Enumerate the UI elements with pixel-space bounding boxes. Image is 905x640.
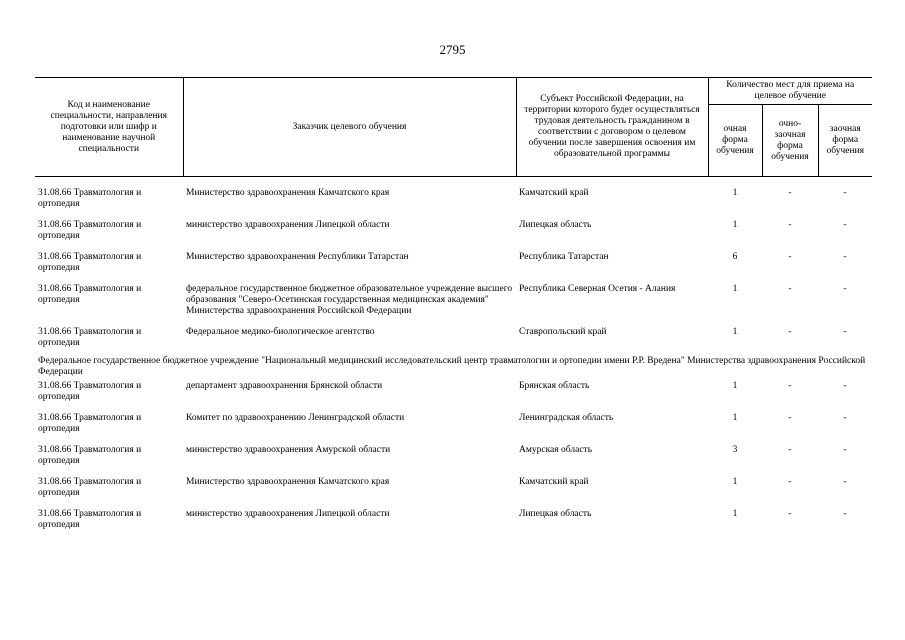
section-row [35, 356, 872, 378]
cell-code: 31.08.66 Травматология и ортопедия [38, 477, 142, 498]
cell-subject: Республика Татарстан [519, 252, 609, 262]
cell-full-time: 1 [732, 188, 738, 198]
table-row [35, 217, 872, 249]
cell-customer: министерство здравоохранения Амурской области [186, 445, 391, 455]
cell-extramural: - [843, 509, 847, 519]
cell-part-time: - [788, 327, 792, 337]
header-customer: Заказчик целевого обучения [183, 78, 516, 177]
cell-subject: Липецкая область [519, 220, 592, 230]
table-row [35, 185, 872, 217]
cell-full-time: 1 [732, 220, 738, 230]
cell-full-time: 1 [732, 327, 738, 337]
cell-full-time: 3 [732, 445, 738, 455]
section-title: Федеральное государственное бюджетное учреждение "Национальный медицинский исследовательский центр травматологии и ортопедии имени Р.Р. Вредена" Министерства здравоохранения Российской Федерации [38, 356, 866, 377]
header-code: Код и наименование специальности, направления подготовки или шифр и наименование научной специальности [35, 78, 183, 177]
cell-extramural: - [843, 252, 847, 262]
header-full-time: очная форма обучения [708, 105, 762, 177]
cell-extramural: - [843, 477, 847, 487]
cell-full-time: 1 [732, 284, 738, 294]
cell-code: 31.08.66 Травматология и ортопедия [38, 381, 142, 402]
cell-part-time: - [788, 509, 792, 519]
cell-extramural: - [843, 220, 847, 230]
table-row [35, 410, 872, 442]
cell-customer: Федеральное медико-биологическое агентство [186, 327, 375, 337]
cell-extramural: - [843, 413, 847, 423]
cell-subject: Ленинградская область [519, 413, 614, 423]
cell-extramural: - [843, 381, 847, 391]
cell-full-time: 1 [732, 381, 738, 391]
cell-part-time: - [788, 445, 792, 455]
cell-code: 31.08.66 Травматология и ортопедия [38, 188, 142, 209]
cell-part-time: - [788, 381, 792, 391]
cell-code: 31.08.66 Травматология и ортопедия [38, 220, 142, 241]
cell-customer: Министерство здравоохранения Камчатского края [186, 188, 390, 198]
table-row [35, 378, 872, 410]
cell-subject: Республика Северная Осетия - Алания [519, 284, 676, 294]
page-number: 2795 [439, 42, 466, 57]
cell-subject: Камчатский край [519, 188, 589, 198]
table-row [35, 442, 872, 474]
header-subject: Субъект Российской Федерации, на территории которого будет осуществляться трудовая деятельность гражданином в соответствии с договором о целевом обучении после завершения освоения им образовательной программы [516, 78, 708, 177]
cell-customer: федеральное государственное бюджетное образовательное учреждение высшего образования "Северо-Осетинская государственная медицинская академия" Министерства здравоохранения Российской Федерации [186, 284, 513, 316]
cell-code: 31.08.66 Травматология и ортопедия [38, 252, 142, 273]
cell-code: 31.08.66 Травматология и ортопедия [38, 509, 142, 530]
cell-part-time: - [788, 477, 792, 487]
table-row [35, 281, 872, 324]
targeted-admission-table [35, 77, 872, 538]
cell-subject: Камчатский край [519, 477, 589, 487]
cell-customer: министерство здравоохранения Липецкой области [186, 220, 390, 230]
cell-full-time: 1 [732, 509, 738, 519]
table-row [35, 324, 872, 356]
header-places: Количество мест для приема на целевое обучение [708, 78, 872, 105]
cell-part-time: - [788, 252, 792, 262]
cell-code: 31.08.66 Травматология и ортопедия [38, 327, 142, 348]
table-row [35, 474, 872, 506]
cell-customer: департамент здравоохранения Брянской области [186, 381, 383, 391]
cell-extramural: - [843, 327, 847, 337]
cell-part-time: - [788, 413, 792, 423]
cell-subject: Липецкая область [519, 509, 592, 519]
cell-full-time: 6 [732, 252, 738, 262]
header-part-time: очно-заочная форма обучения [762, 105, 818, 177]
cell-extramural: - [843, 188, 847, 198]
cell-part-time: - [788, 188, 792, 198]
cell-code: 31.08.66 Травматология и ортопедия [38, 413, 142, 434]
cell-code: 31.08.66 Травматология и ортопедия [38, 284, 142, 305]
cell-full-time: 1 [732, 477, 738, 487]
table-row [35, 506, 872, 538]
cell-subject: Ставропольский край [519, 327, 607, 337]
cell-customer: Министерство здравоохранения Камчатского края [186, 477, 390, 487]
cell-code: 31.08.66 Травматология и ортопедия [38, 445, 142, 466]
cell-customer: Комитет по здравоохранению Ленинградской области [186, 413, 405, 423]
cell-customer: Министерство здравоохранения Республики Татарстан [186, 252, 409, 262]
header-extramural: заочная форма обучения [818, 105, 872, 177]
cell-subject: Амурская область [519, 445, 593, 455]
cell-subject: Брянская область [519, 381, 590, 391]
cell-part-time: - [788, 220, 792, 230]
cell-full-time: 1 [732, 413, 738, 423]
cell-customer: министерство здравоохранения Липецкой области [186, 509, 390, 519]
cell-part-time: - [788, 284, 792, 294]
cell-extramural: - [843, 284, 847, 294]
table-row [35, 249, 872, 281]
cell-extramural: - [843, 445, 847, 455]
